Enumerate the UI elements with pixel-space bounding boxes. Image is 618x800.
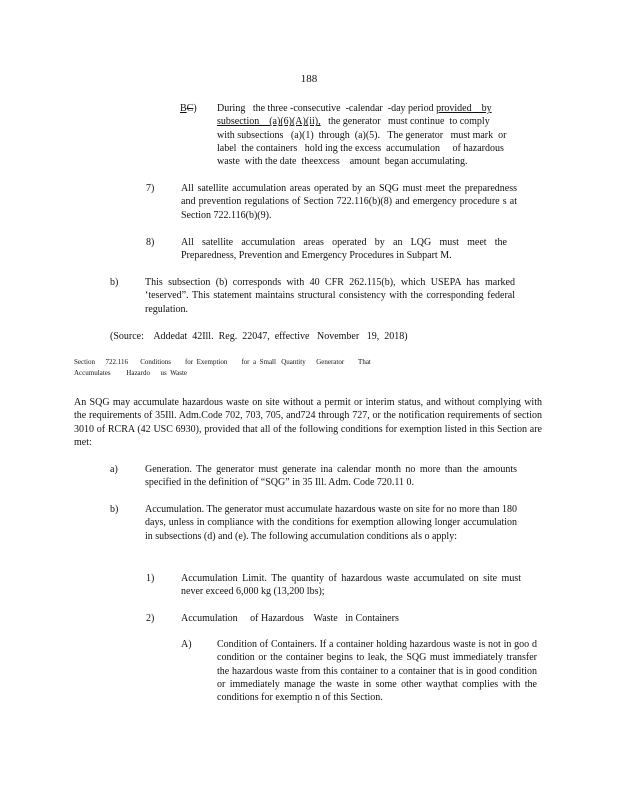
intro-paragraph: An SQG may accumulate hazardous waste on site without a permit or interim status, and without complying with the requirements of 35Ill. Adm.Code 702, 703, 705, and724 through 727, or the notification requirements of section 3010 of RCRA (42 USC 6930), provided that all of the following conditions for exemption listed in this Section are met: <box>74 397 542 448</box>
label-underlined: B <box>180 103 187 114</box>
item-b1-text: Accumulation Limit. The quantity of hazardous waste accumulated on site must never exceed 6,000 kg (13,200 lbs); <box>181 573 521 598</box>
page-number: 188 <box>300 73 318 85</box>
inserted-text: provided by <box>436 103 492 114</box>
item-b-text: Accumulation. The generator must accumulate hazardous waste on site for no more than 180 days, unless in compliance with the conditions for exemption allowing longer accumulation in subsections (d) and (e). The following accumulation conditions als o apply: <box>145 504 517 542</box>
item-a-text: Generation. The generator must generate ina calendar month no more than the amounts specified in the definition of “SQG” in 35 Ill. Adm. Code 720.11 0. <box>145 464 517 489</box>
item-b-label: b) <box>110 504 119 515</box>
item-8-label: 8) <box>146 237 155 248</box>
item-bc-label: BC) <box>180 103 197 114</box>
label-struck: C <box>186 103 194 114</box>
source-note: (Source: Addedat 42Ill. Reg. 22047, effective November 19, 2018) <box>110 331 408 342</box>
item-b2a-label: A) <box>181 639 192 650</box>
item-7-label: 7) <box>146 183 155 194</box>
item-bc-text: During the three -consecutive -calendar -day period provided by subsection (a)(6)(A)(ii), the generator must continue to comply with subsections (a)(1) through (a)(5). The generator must mark or label the containers hold ing the excess accumulation of hazardous waste with the date theexcess amount began accumulating. <box>217 103 507 168</box>
item-8-text: All satellite accumulation areas operated by an LQG must meet the Preparedness, Prevention and Emergency Procedures in Subpart M. <box>181 237 507 262</box>
item-b-top-text: This subsection (b) corresponds with 40 CFR 262.115(b), which USEPA has marked ‘teserved”. This statement maintains structural consistency with the corresponding federal regulation. <box>145 277 515 315</box>
item-a-label: a) <box>110 464 118 475</box>
item-b2a-text: Condition of Containers. If a container holding hazardous waste is not in goo d condition or the container begins to leak, the SQG must immediately transfer the hazardous waste from this container to a container that is in good condition or immediately manage the waste in some other waythat complies with the conditions for exemptio n of this Section. <box>217 639 537 704</box>
section-heading: Section 722.116 Conditions for Exemption for a Small Quantity Generator That Accumulates Hazardo us Waste <box>74 358 371 377</box>
item-7-text: All satellite accumulation areas operated by an SQG must meet the preparedness and prevention regulations of Section 722.116(b)(8) and emergency procedure s at Section 722.116(b)(9). <box>181 183 517 221</box>
item-b-top-label: b) <box>110 277 119 288</box>
item-b2-label: 2) <box>146 613 155 624</box>
item-b1-label: 1) <box>146 573 155 584</box>
inserted-text: subsection (a)(6)(A)(ii), <box>217 116 321 128</box>
item-b2-text: Accumulation of Hazardous Waste in Containers <box>181 613 399 624</box>
